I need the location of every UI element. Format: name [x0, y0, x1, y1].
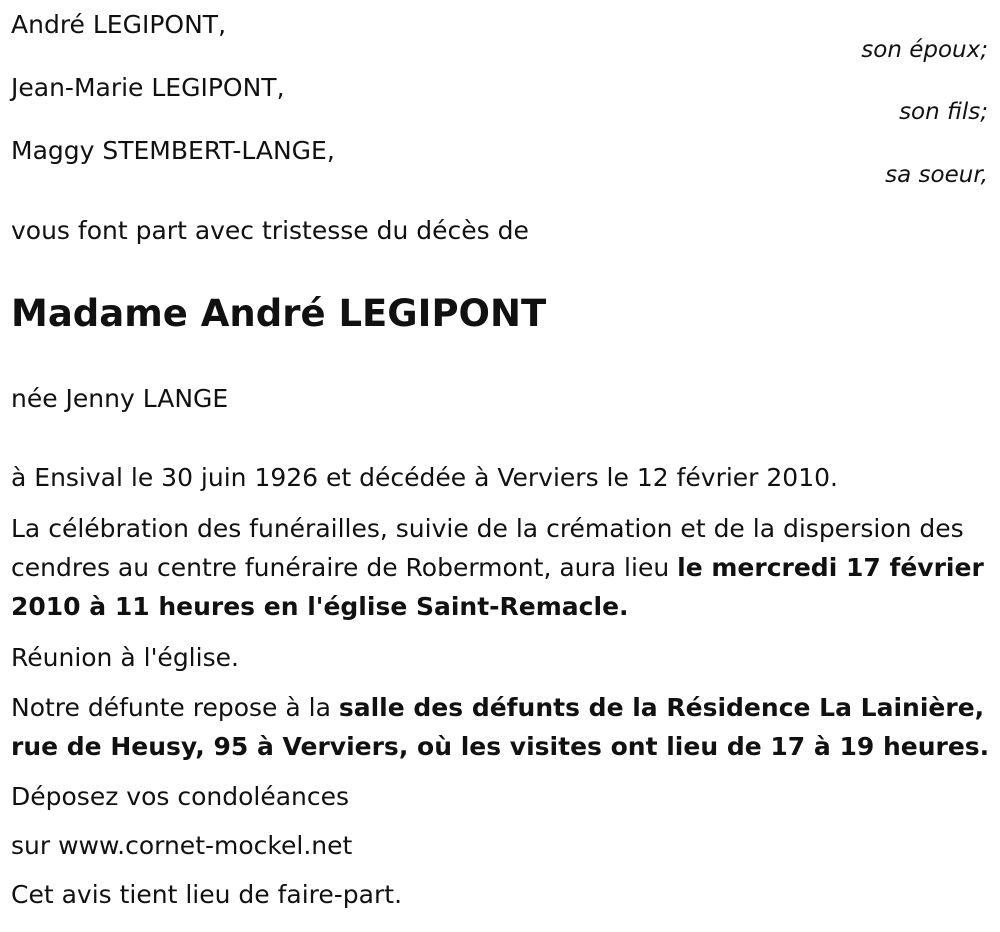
deceased-name: Madame André LEGIPONT — [11, 292, 547, 335]
condolences-line-2: sur www.cornet-mockel.net — [11, 831, 353, 860]
family-name-1: André LEGIPONT, — [11, 10, 227, 39]
family-name-2: Jean-Marie LEGIPONT, — [11, 73, 285, 102]
ceremony-text: La célébration des funérailles, suivie de la crémation et de la dispersion des cendres au centre funéraire de Robermont, aura lieu — [11, 514, 964, 582]
family-relation-3: sa soeur, — [885, 162, 988, 188]
reunion-text: Réunion à l'église. — [11, 643, 239, 672]
nee-text: née Jenny LANGE — [11, 384, 229, 413]
repose-paragraph — [11, 688, 996, 766]
repose-text: Notre défunte repose à la — [11, 693, 339, 722]
ceremony-paragraph — [11, 509, 996, 626]
family-relation-1: son époux; — [861, 37, 988, 63]
birth-death-dates: à Ensival le 30 juin 1926 et décédée à Verviers le 12 février 2010. — [11, 463, 838, 492]
intro-text: vous font part avec tristesse du décès de — [11, 216, 529, 245]
repose-bold: salle des défunts de la Résidence La Lainière, rue de Heusy, 95 à Verviers, où les visites ont lieu de 17 à 19 heures. — [11, 693, 990, 761]
condolences-line-1: Déposez vos condoléances — [11, 782, 350, 811]
family-name-3: Maggy STEMBERT-LANGE, — [11, 136, 335, 165]
family-relation-2: son fils; — [899, 99, 988, 125]
ceremony-bold: le mercredi 17 février 2010 à 11 heures en l'église Saint-Remacle. — [11, 553, 984, 621]
closing-text: Cet avis tient lieu de faire-part. — [11, 880, 403, 909]
